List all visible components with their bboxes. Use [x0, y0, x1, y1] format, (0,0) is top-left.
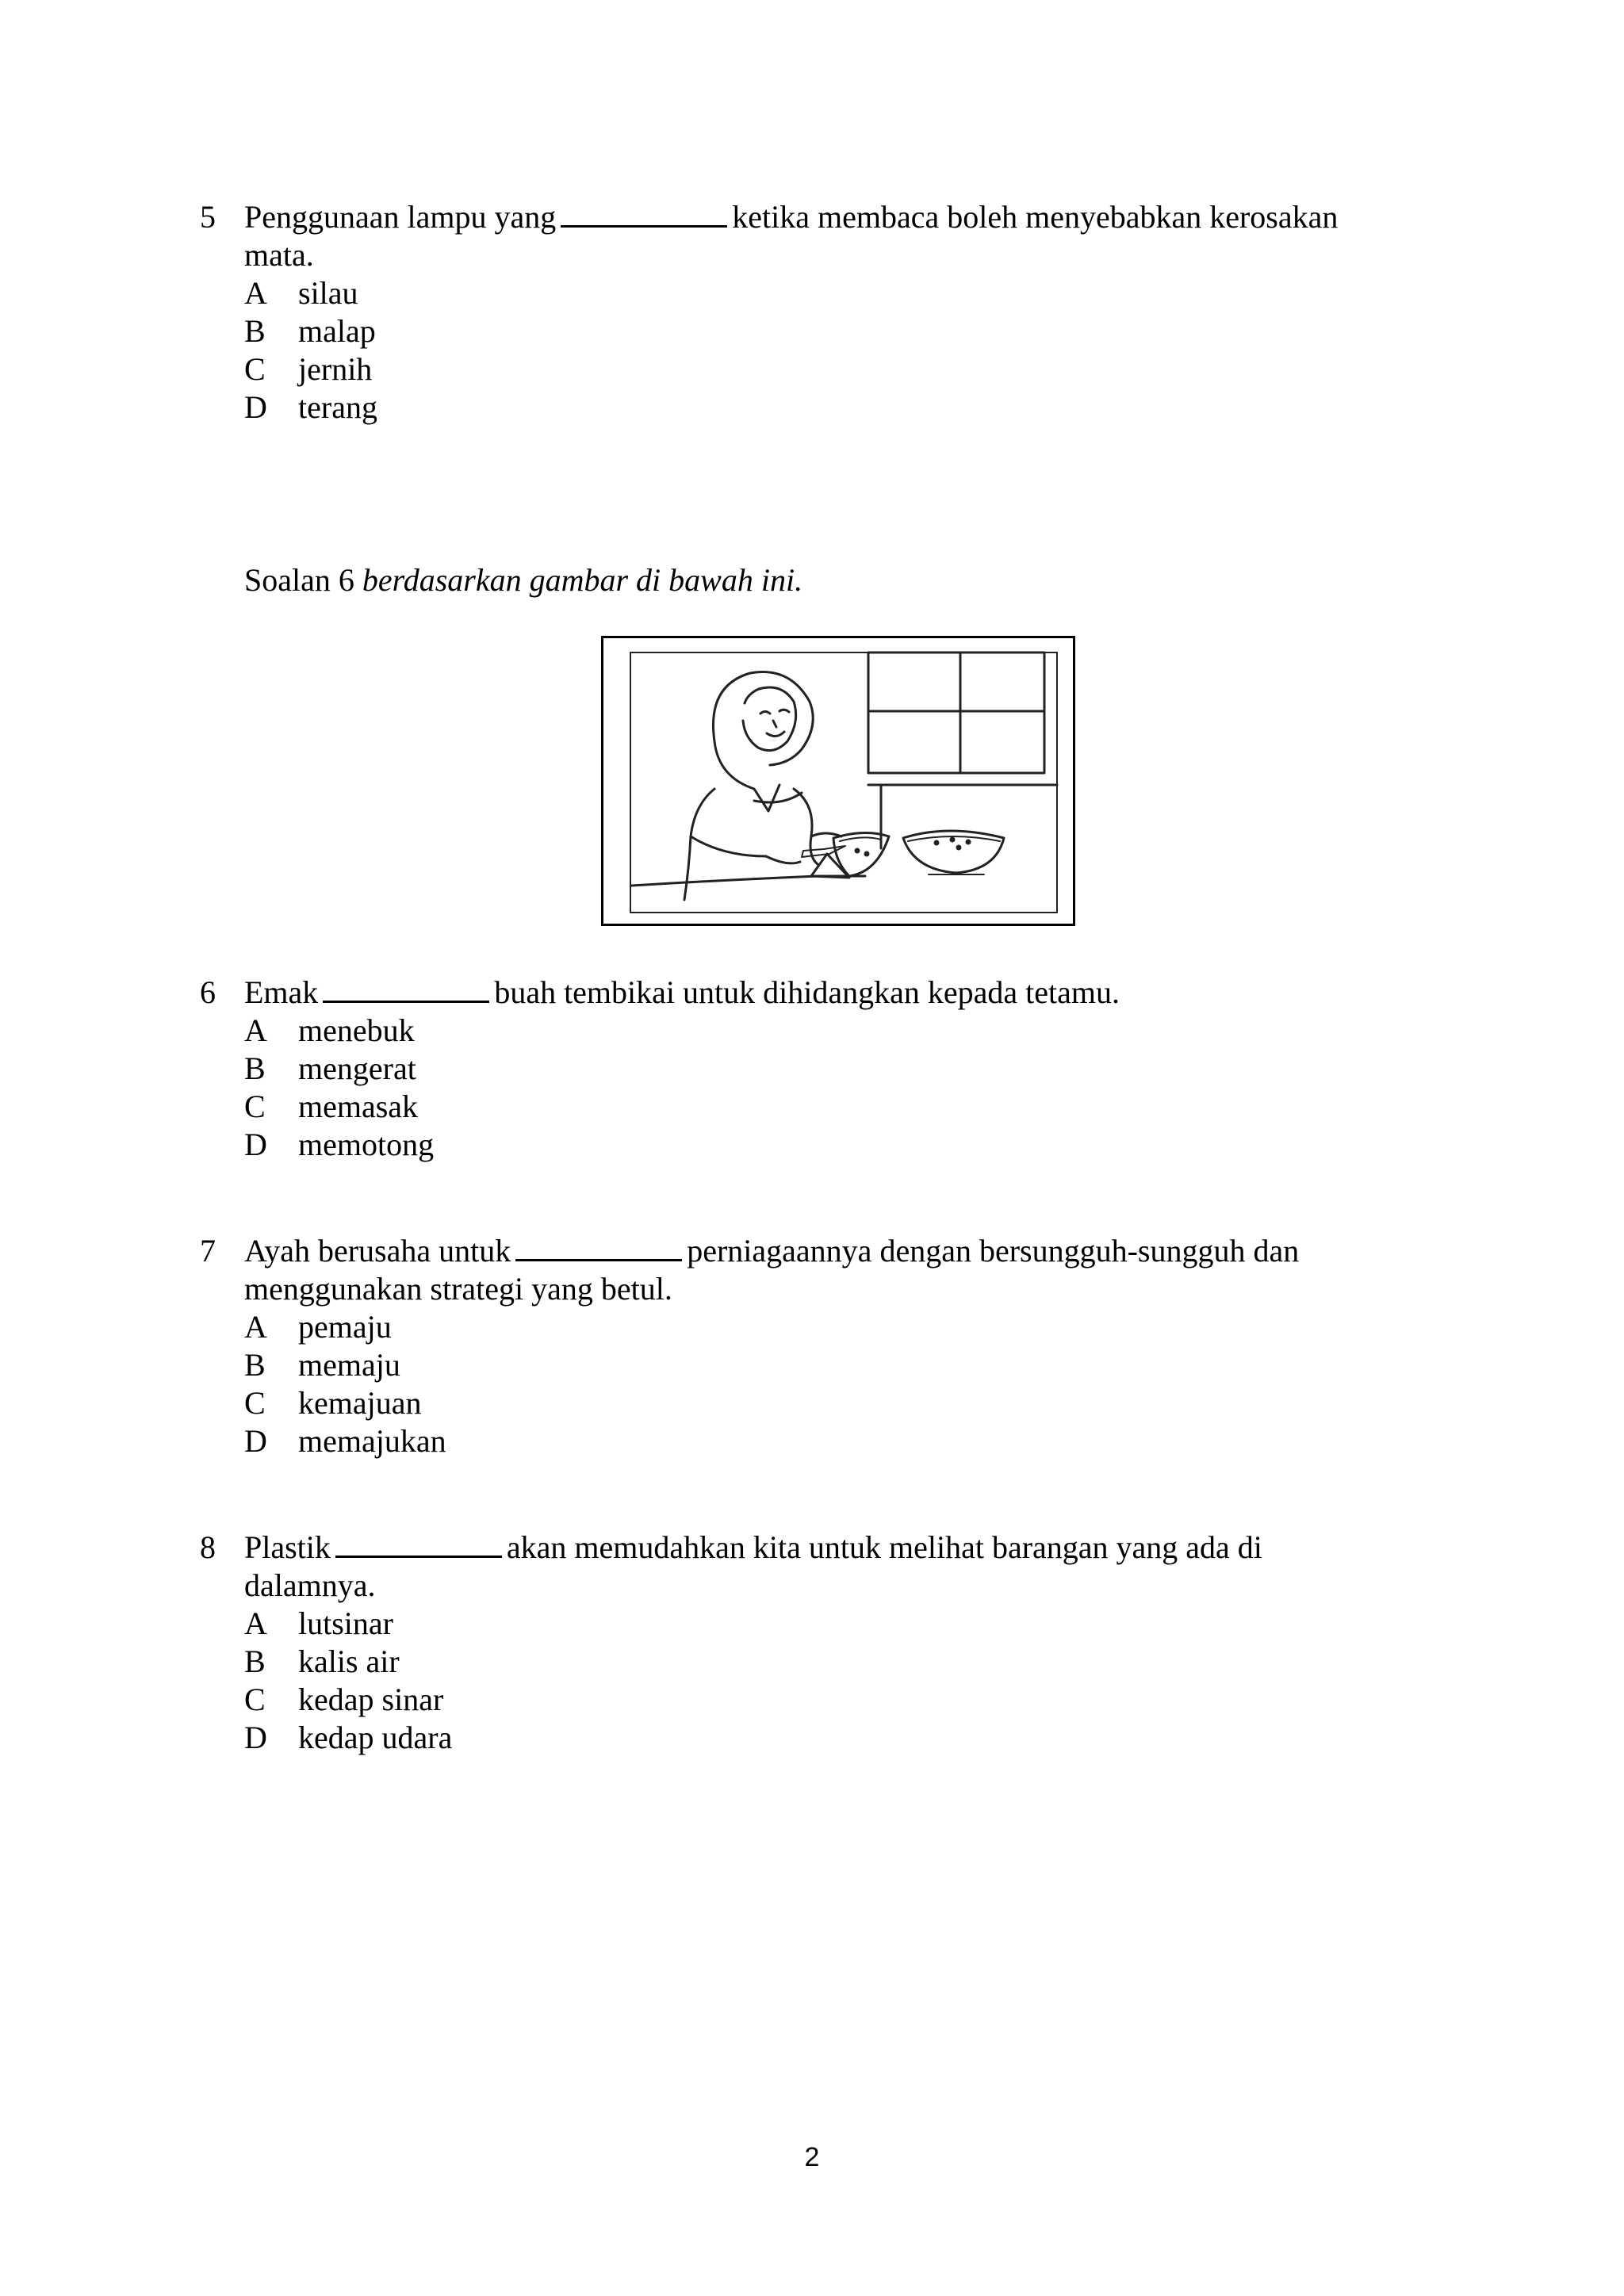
question-6-stem-before: Emak: [244, 974, 319, 1010]
question-5-stem-before: Penggunaan lampu yang: [244, 199, 557, 235]
option-text: lutsinar: [298, 1605, 393, 1641]
instruction-italic: berdasarkan gambar di bawah ini.: [362, 562, 803, 598]
option-letter: D: [244, 1423, 267, 1459]
option-letter: C: [244, 351, 266, 387]
option-text: menebuk: [298, 1012, 415, 1048]
question-8-stem-before: Plastik: [244, 1529, 331, 1565]
illustration-woman-cutting-watermelon: [601, 636, 1075, 926]
question-8-stem-line2: dalamnya.: [244, 1567, 376, 1603]
question-7-stem: [244, 1232, 1299, 1270]
option-letter: A: [244, 1309, 267, 1345]
watermelon-illustration-svg: [603, 638, 1073, 924]
option-text: kemajuan: [298, 1385, 422, 1421]
instruction-lead: Soalan 6: [244, 562, 354, 598]
question-5-number: 5: [200, 199, 216, 235]
option-text: malap: [298, 313, 376, 349]
question-7-stem-line2: menggunakan strategi yang betul.: [244, 1271, 672, 1307]
question-7-stem-after: perniagaannya dengan bersungguh-sungguh dan: [687, 1233, 1300, 1269]
option-letter: D: [244, 1127, 267, 1162]
option-letter: D: [244, 389, 267, 425]
option-text: kalis air: [298, 1644, 400, 1679]
option-letter: B: [244, 1347, 266, 1383]
question-6-stem: [244, 974, 1120, 1012]
question-5-stem: [244, 198, 1338, 236]
option-letter: A: [244, 275, 267, 311]
option-text: kedap udara: [298, 1720, 453, 1755]
option-letter: A: [244, 1605, 267, 1641]
option-text: memasak: [298, 1089, 419, 1124]
option-letter: D: [244, 1720, 267, 1755]
question-7-number: 7: [200, 1233, 216, 1269]
option-letter: C: [244, 1089, 266, 1124]
option-letter: B: [244, 1050, 266, 1086]
answer-blank: [323, 975, 489, 1003]
option-letter: C: [244, 1385, 266, 1421]
option-text: pemaju: [298, 1309, 392, 1345]
option-text: silau: [298, 275, 358, 311]
answer-blank: [335, 1530, 502, 1558]
option-text: memaju: [298, 1347, 400, 1383]
question-8-stem-after: akan memudahkan kita untuk melihat barangan yang ada di: [506, 1529, 1262, 1565]
question-7-stem-before: Ayah berusaha untuk: [244, 1233, 511, 1269]
option-text: terang: [298, 389, 377, 425]
question-6-number: 6: [200, 974, 216, 1010]
question-5-stem-line2: mata.: [244, 237, 314, 273]
page-number: 2: [804, 2142, 820, 2172]
question-8-number: 8: [200, 1529, 216, 1565]
option-text: memajukan: [298, 1423, 446, 1459]
option-letter: C: [244, 1682, 266, 1717]
option-text: mengerat: [298, 1050, 416, 1086]
option-text: jernih: [298, 351, 373, 387]
question-8-stem: [244, 1529, 1262, 1567]
option-letter: B: [244, 1644, 266, 1679]
answer-blank: [515, 1234, 682, 1261]
option-letter: B: [244, 313, 266, 349]
question-6-stem-after: buah tembikai untuk dihidangkan kepada tetamu.: [494, 974, 1120, 1010]
option-text: memotong: [298, 1127, 435, 1162]
question-5-stem-after: ketika membaca boleh menyebabkan kerosakan: [732, 199, 1339, 235]
option-text: kedap sinar: [298, 1682, 444, 1717]
figure-instruction: [244, 561, 802, 599]
answer-blank: [561, 200, 727, 228]
option-letter: A: [244, 1012, 267, 1048]
